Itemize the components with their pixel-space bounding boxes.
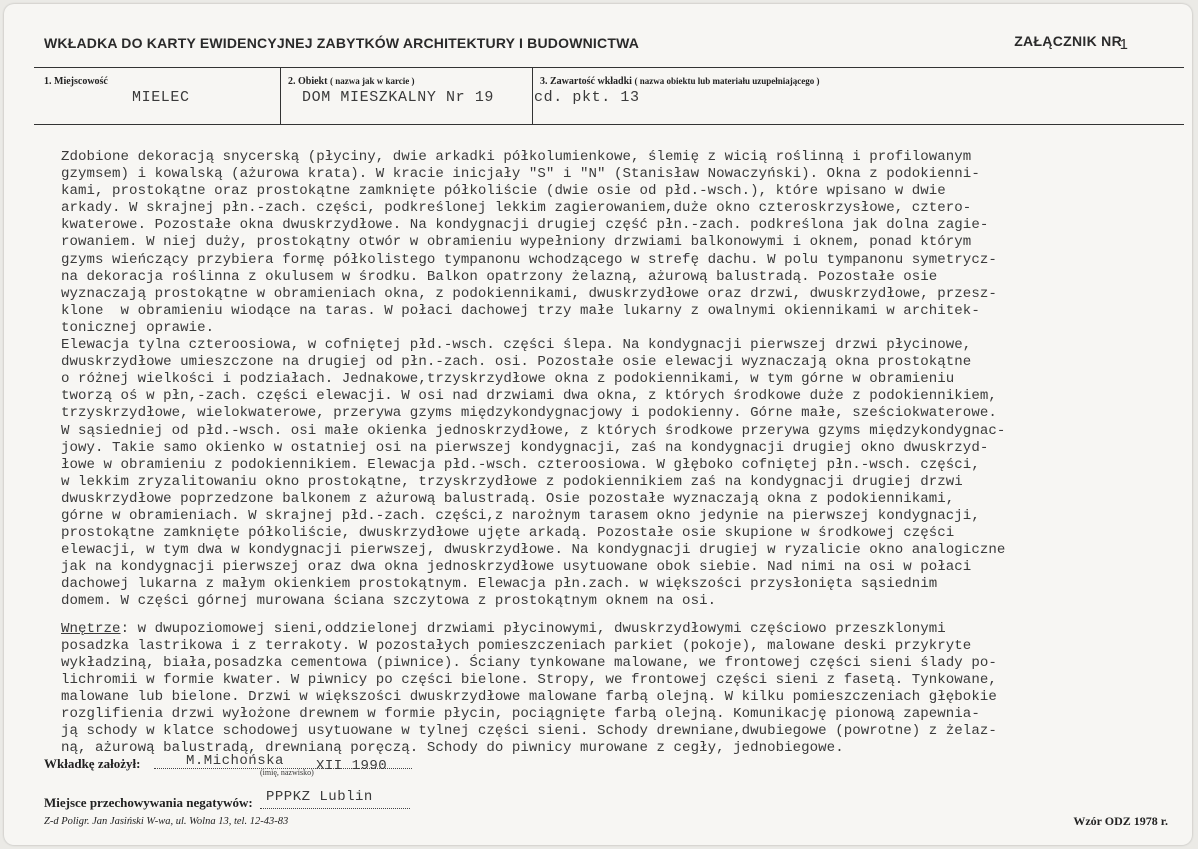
text-line: malowane lub bielone. Drzwi w większości dwuskrzydłowe malowane farbą olejną. W kilku pomieszczeniach głębokie xyxy=(61,688,997,705)
interior-heading: Wnętrze xyxy=(61,620,121,637)
text-line: klone w obramieniu wiodące na taras. W połaci dachowej trzy małe lukarny z owalnymi okiennikami w architek- xyxy=(61,302,980,319)
text-line: dwuskrzydłowe umieszczone na drugiej od płn.-zach. osi. Pozostałe osie elewacji wyznaczają okna prostokątne xyxy=(61,354,972,371)
field-separator-1 xyxy=(280,68,281,124)
card-title: WKŁADKA DO KARTY EWIDENCYJNEJ ZABYTKÓW ARCHITEKTURY I BUDOWNICTWA xyxy=(44,35,640,51)
author-value: M.Michońska xyxy=(186,753,284,769)
text-line: dachowej lukarna z małym okienkiem prostokątnym. Elewacja płn.zach. w większości przysłonięta sąsiednim xyxy=(61,576,938,593)
inventory-card xyxy=(4,4,1192,845)
text-line: kami, prostokątne oraz prostokątne zamknięte półkoliście (dwie osie od płd.-wsch.), które wpisano w dwie xyxy=(61,183,946,200)
field-object-label: 2. Obiekt ( nazwa jak w karcie ) xyxy=(288,76,415,87)
text-line: tonicznej oprawie. xyxy=(61,319,215,336)
text-line: prostokątne zamknięte półkoliście, dwuskrzydłowe ujęte arkadą. Pozostałe osie skupione w środkowej części xyxy=(61,525,955,542)
text-line: w lekkim zryzalitowaniu okno prostokątne, trzyskrzydłowe z podokiennikiem zaś na kondygnacji drugiej drzwi xyxy=(61,473,963,490)
negatives-value: PPPKZ Lublin xyxy=(266,789,373,805)
description-interior xyxy=(61,638,1181,758)
text-line: rozglifienia drzwi wyłożone drewnem w formie płycin, pociągnięte farbą olejną. Komunikację pionową zapewnia- xyxy=(61,706,980,722)
fields-rule xyxy=(34,124,1184,125)
text-line: domem. W części górnej murowana ściana szczytowa z prostokątnym oknem na osi. xyxy=(61,593,717,610)
description-text xyxy=(61,149,1181,757)
interior-first-line: Wnętrze: w dwupoziomowej sieni,oddzielonej drzwiami płycinowymi, dwuskrzydłowymi częściowo przeszklonymi xyxy=(61,620,946,637)
text-line: górne w obramieniach. W skrajnej płd.-zach. części,z narożnym tarasem okno jedynie na pierwszej kondygnacji, xyxy=(61,507,980,524)
template-label: Wzór ODZ 1978 r. xyxy=(1073,814,1168,828)
text-line: elewacji, w tym dwa w kondygnacji pierwszej, dwuskrzydłowe. Na kondygnacji drugiej w ryzalicie okno analogiczne xyxy=(61,542,1006,559)
text-line: W sąsiedniej od płd.-wsch. osi małe okienka jednoskrzydłowe, z których środkowe przerywa gzyms międzykondygnac- xyxy=(61,422,1006,439)
text-line: o różnej wielkości i podziałach. Jednakowe,trzyskrzydłowe okna z podokiennikami, w tym górne w obramieniu xyxy=(61,371,955,388)
text-line: jak na kondygnacji pierwszej oraz dwa okna jednoskrzydłowe usytuowane obok siebie. Nad nimi na osi w połaci xyxy=(61,559,972,576)
author-label: Wkładkę założył: xyxy=(44,756,141,771)
author-date: XII 1990 xyxy=(316,758,388,774)
printer-imprint: Z-d Poligr. Jan Jasiński W-wa, ul. Wolna 13, tel. 12-43-83 xyxy=(44,816,289,827)
text-line: gzyms wieńczący przybiera formę półkolistego tympanonu wchodzącego w strefę dachu. W polu tympanonu symetrycz- xyxy=(61,251,997,268)
text-line: gzymsem) i kowalską (ażurowa krata). W kracie inicjały "S" i "N" (Stanisław Nowaczyński). Okna z podokienni- xyxy=(61,166,980,183)
field-locality-value: MIELEC xyxy=(132,89,190,106)
author-hint: (imię, nazwisko) xyxy=(260,768,314,777)
field-contents-label: 3. Zawartość wkładki ( nazwa obiektu lub materiału uzupełniającego ) xyxy=(540,76,820,87)
text-line: lichromii w formie kwater. W piwnicy po części bielone. Stropy, we frontowej części sieni z fasetą. Tynkowane, xyxy=(61,671,997,688)
text-line: wyznaczają prostokątne w obramieniach okna, z podokiennikami, dwuskrzydłowe oraz drzwi, dwuskrzydłowe, przesz- xyxy=(61,285,997,302)
field-locality-label: 1. Miejscowość xyxy=(44,76,108,87)
text-line: rowaniem. W niej duży, prostokątny otwór w obramieniu wypełniony drzwiami balkonowymi i oknem, ponad którym xyxy=(61,234,972,251)
text-line: łowe w obramieniu z podokiennikiem. Elewacja płd.-wsch. czteroosiowa. W głęboko cofniętej płn.-wsch. części, xyxy=(61,456,980,473)
text-line: posadzka lastrikowa i z terrakoty. W pozostałych pomieszczeniach parkiet (pokoje), malowane deski przykryte xyxy=(61,637,972,654)
text-line: Zdobione dekoracją snycerską (płyciny, dwie arkadki półkolumienkowe, ślemię z wicią roślinną i profilowanym xyxy=(61,149,972,165)
text-line: dwuskrzydłowe poprzedzone balkonem z ażurową balustradą. Osie pozostałe wyznaczają okna z podokiennikami, xyxy=(61,490,955,507)
negatives-label: Miejsce przechowywania negatywów: xyxy=(44,795,253,810)
text-line: ją schody w klatce schodowej usytuowane w tylnej części sieni. Schody drewniane,dwubiegowe (powrotne) z żelaz- xyxy=(61,723,997,740)
text-line: na dekoracja roślinna z okulusem w środku. Balkon opatrzony żelazną, ażurową balustradą. Pozostałe osie xyxy=(61,268,938,285)
field-separator-2 xyxy=(532,68,533,124)
negatives-dotted-line xyxy=(260,808,410,809)
text-line: arkady. W skrajnej płn.-zach. części, podkreślonej lekkim zagierowaniem,duże okno czteroskrzysłowe, cztero- xyxy=(61,200,972,217)
description-exterior xyxy=(61,149,1181,611)
text-line: jowy. Takie samo okienko w ostatniej osi na pierwszej kondygnacji, zaś na kondygnacji drugiej okno dwuskrzyd- xyxy=(61,439,989,456)
text-line: trzyskrzydłowe, wielokwaterowe, przerywa gzyms międzykondygnacjowy i podokienny. Górne małe, sześciokwaterowe. xyxy=(61,405,997,422)
text-line: wykładziną, biała,posadzka cementowa (piwnice). Ściany tynkowane malowane, we frontowej części sieni ślady po- xyxy=(61,654,997,671)
text-line: Elewacja tylna czteroosiowa, w cofniętej płd.-wsch. części ślepa. Na kondygnacji pierwszej drzwi płycinowe, xyxy=(61,337,972,354)
annex-label: ZAŁĄCZNIK NR xyxy=(1014,33,1122,49)
header-rule xyxy=(34,67,1184,68)
text-line: tworzą oś w płn,-zach. części elewacji. W osi nad drzwiami dwa okna, z których środkowe duże z podokiennikiem, xyxy=(61,388,997,405)
field-contents-value: cd. pkt. 13 xyxy=(534,89,640,106)
text-line: ną, ażurową balustradą, drewnianą poręczą. Schody do piwnicy murowane z cegły, jednobiegowe. xyxy=(61,740,844,757)
text-line: kwaterowe. Pozostałe okna dwuskrzydłowe. Na kondygnacji drugiej część płn.-zach. podkreślona jak dolna zagie- xyxy=(61,217,989,234)
annex-number: 1 xyxy=(1119,36,1128,53)
field-object-value: DOM MIESZKALNY Nr 19 xyxy=(302,89,495,106)
